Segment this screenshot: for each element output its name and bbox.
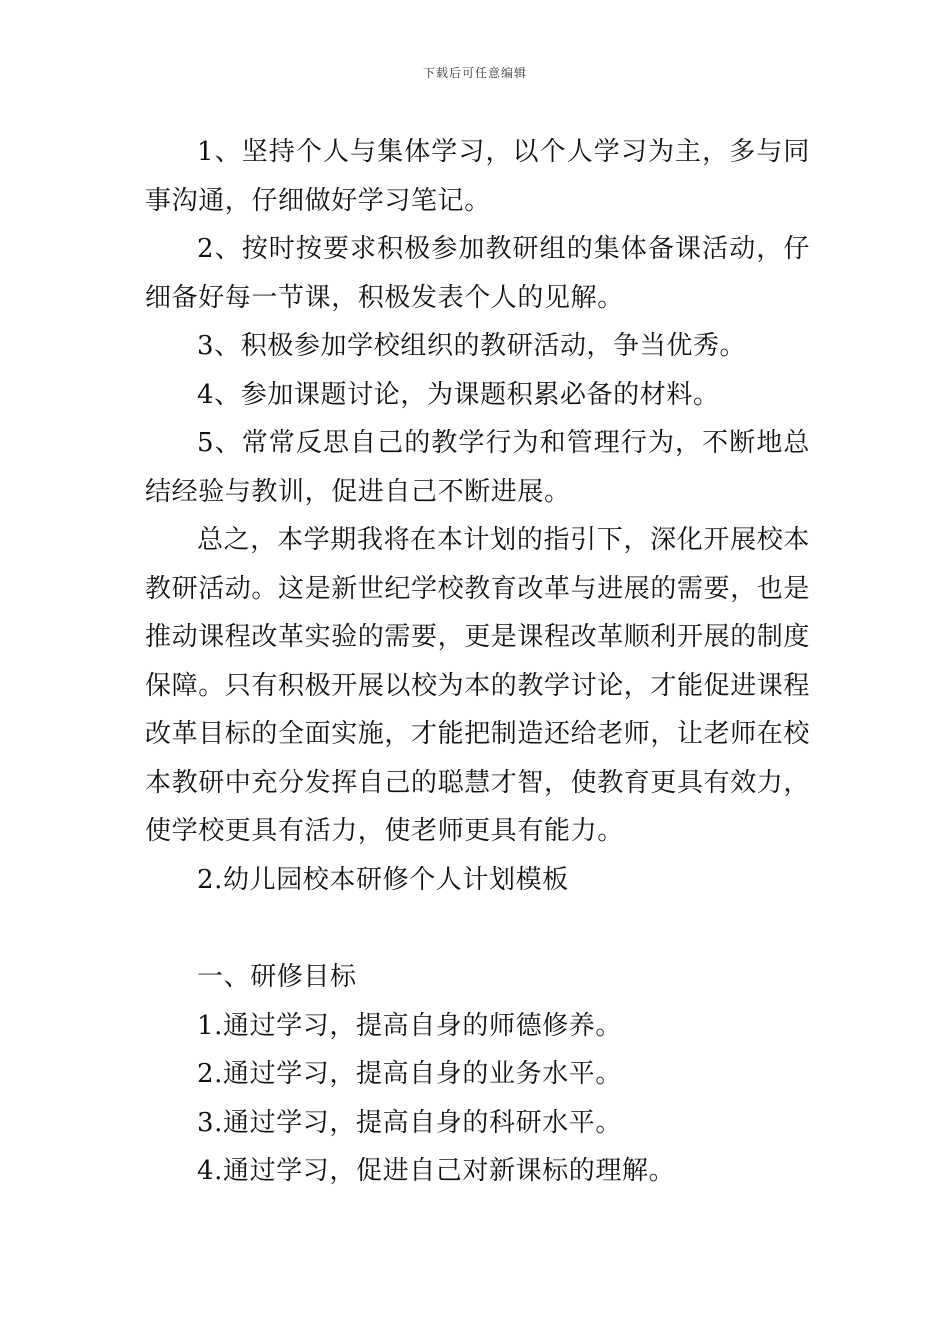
section-title: 2.幼儿园校本研修个人计划模板 <box>197 864 569 895</box>
goal-item-1: 1.通过学习，提高自身的师德修养。 <box>197 1010 623 1041</box>
paragraph-1: 1、坚持个人与集体学习，以个人学习为主，多与同事沟通，仔细做好学习笔记。 <box>145 137 810 216</box>
paragraph-summary: 总之，本学期我将在本计划的指引下，深化开展校本教研活动。这是新世纪学校教育改革与进展的需要，也是推动课程改革实验的需要，更是课程改革顺利开展的制度保障。只有积极开展以校为本的教学讨论，才能促进课程改革目标的全面实施，才能把制造还给老师，让老师在校本教研中充分发挥自己的聪慧才智，使教育更具有效力，使学校更具有活力，使老师更具有能力。 <box>145 525 811 846</box>
blank-line <box>145 904 810 953</box>
subsection-title: 一、研修目标 <box>197 962 357 992</box>
paragraph-5: 5、常常反思自己的教学行为和管理行为，不断地总结经验与教训，促进自己不断进展。 <box>145 428 810 507</box>
document-body <box>145 128 810 1196</box>
goal-item-4: 4.通过学习，促进自己对新课标的理解。 <box>197 1156 676 1186</box>
paragraph-4: 4、参加课题讨论，为课题积累必备的材料。 <box>197 379 720 410</box>
paragraph-3: 3、积极参加学校组织的教研活动，争当优秀。 <box>197 331 747 361</box>
paragraph-2: 2、按时按要求积极参加教研组的集体备课活动，仔细备好每一节课，积极发表个人的见解。 <box>145 234 810 313</box>
page-header-watermark: 下载后可任意编辑 <box>422 66 527 80</box>
goal-item-3: 3.通过学习，提高自身的科研水平。 <box>197 1107 623 1138</box>
goal-item-2: 2.通过学习，提高自身的业务水平。 <box>197 1059 623 1089</box>
